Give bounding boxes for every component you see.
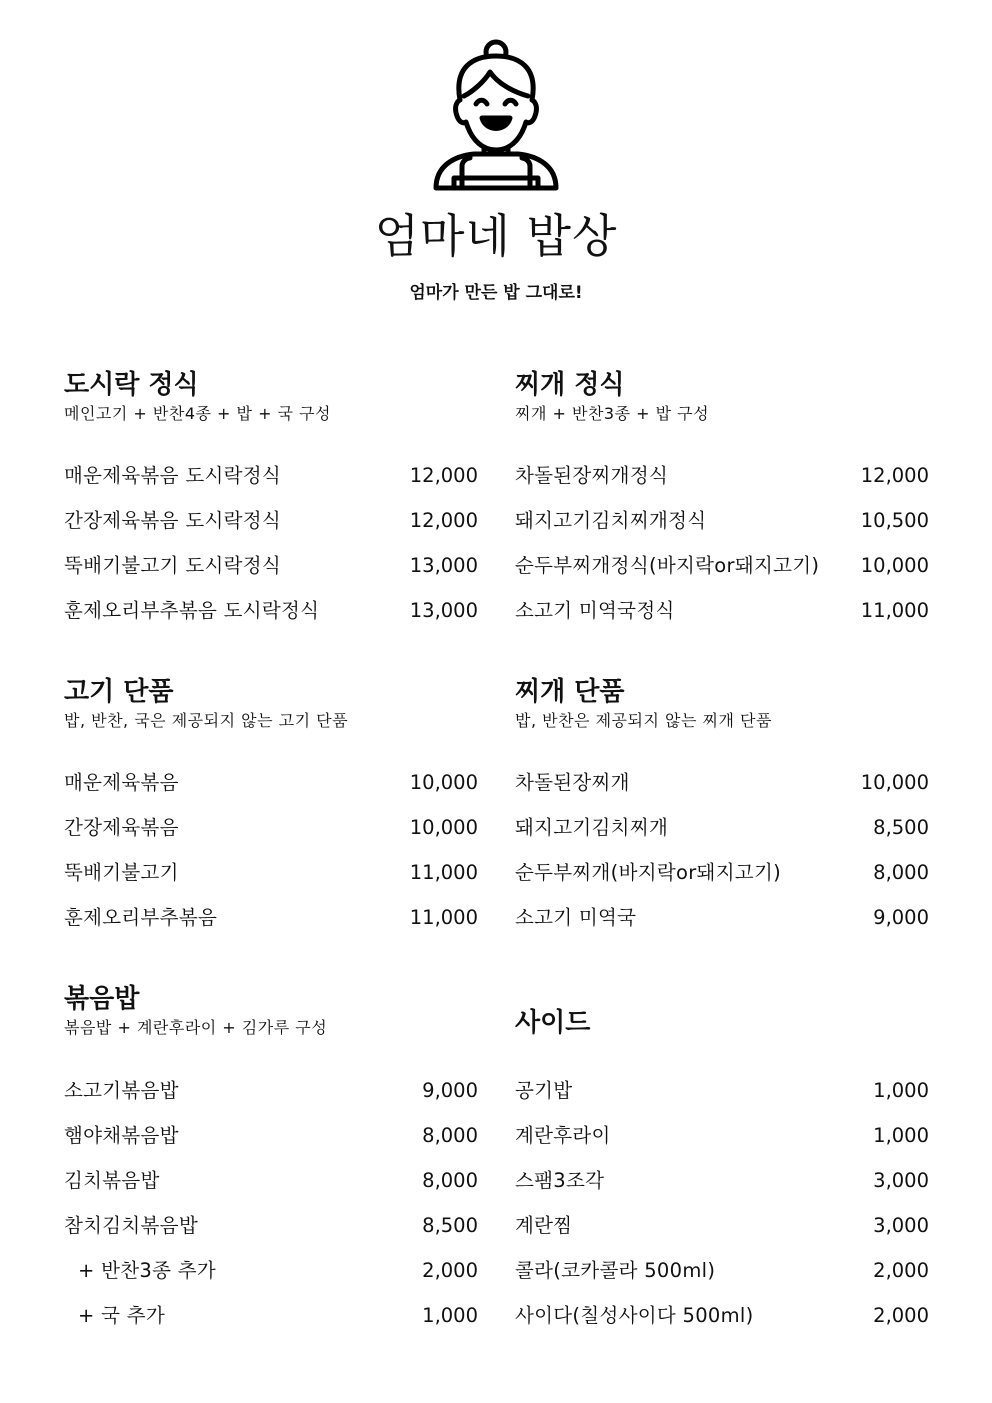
menu-item-name: 매운제육볶음 도시락정식 [64, 464, 282, 487]
menu-item-price: 2,000 [873, 1259, 929, 1282]
addon-item [64, 1303, 478, 1348]
section-title: 찌개 정식 [515, 370, 625, 400]
menu-item-name: 매운제육볶음 [64, 771, 179, 794]
menu-item [64, 508, 478, 553]
section-title: 고기 단품 [64, 677, 174, 707]
menu-item-price: 9,000 [422, 1079, 478, 1102]
menu-item-price: 10,500 [860, 509, 929, 532]
menu-list [64, 1078, 478, 1348]
menu-item-price: 8,000 [422, 1124, 478, 1147]
section-jjigae-set [515, 368, 929, 622]
menu-item-name: 간장제육볶음 [64, 816, 179, 839]
restaurant-title: 엄마네 밥상 [374, 209, 618, 263]
menu-item [515, 553, 929, 598]
menu-item [64, 598, 478, 643]
section-side [515, 1006, 929, 1327]
menu-item-price: 10,000 [860, 771, 929, 794]
menu-item-price: 10,000 [860, 554, 929, 577]
menu-item [515, 1303, 929, 1348]
menu-item-price: 11,000 [409, 906, 478, 929]
menu-item-price: 1,000 [873, 1124, 929, 1147]
section-title: 도시락 정식 [64, 370, 199, 400]
section-title: 찌개 단품 [515, 677, 625, 707]
menu-item-name: 계란찜 [515, 1214, 573, 1237]
menu-item-price: 10,000 [409, 816, 478, 839]
menu-item [64, 1078, 478, 1123]
section-description: 밥, 반찬은 제공되지 않는 찌개 단품 [515, 711, 772, 730]
menu-item-name: 사이다(칠성사이다 500ml) [515, 1304, 754, 1327]
addon-item-price: 1,000 [422, 1304, 478, 1327]
menu-item [64, 905, 478, 950]
menu-item-name: 스팸3조각 [515, 1169, 605, 1192]
menu-item-price: 3,000 [873, 1169, 929, 1192]
menu-item [64, 553, 478, 598]
section-title: 사이드 [515, 1008, 591, 1038]
menu-item-price: 11,000 [860, 599, 929, 622]
menu-item [64, 463, 478, 508]
menu-item-name: 김치볶음밥 [64, 1169, 160, 1192]
menu-list [515, 770, 929, 950]
menu-item-name: 소고기 미역국 [515, 906, 637, 929]
menu-item-price: 3,000 [873, 1214, 929, 1237]
menu-item [515, 1123, 929, 1168]
menu-list [64, 770, 478, 950]
menu-item-name: 콜라(코카콜라 500ml) [515, 1259, 716, 1282]
menu-item [515, 815, 929, 860]
menu-item-price: 13,000 [409, 599, 478, 622]
menu-item-price: 8,500 [873, 816, 929, 839]
section-description: 메인고기 + 반찬4종 + 밥 + 국 구성 [64, 404, 332, 423]
menu-item-price: 8,000 [422, 1169, 478, 1192]
addon-item [64, 1258, 478, 1303]
addon-item-price: 2,000 [422, 1259, 478, 1282]
menu-item [64, 1168, 478, 1213]
menu-item-name: 돼지고기김치찌개 [515, 816, 669, 839]
menu-item-name: 차돌된장찌개 [515, 771, 630, 794]
section-fried-rice [64, 982, 478, 1327]
smiling-mom-apron-icon [432, 38, 560, 194]
menu-item-price: 11,000 [409, 861, 478, 884]
menu-item-name: 간장제육볶음 도시락정식 [64, 509, 282, 532]
menu-item-price: 12,000 [409, 509, 478, 532]
section-jjigae-single [515, 675, 929, 929]
menu-item-name: 공기밥 [515, 1079, 573, 1102]
addon-item-name: + 국 추가 [78, 1304, 166, 1327]
menu-item-name: 차돌된장찌개정식 [515, 464, 669, 487]
menu-item [515, 508, 929, 553]
menu-item [64, 815, 478, 860]
menu-item [64, 1123, 478, 1168]
menu-item-price: 12,000 [409, 464, 478, 487]
menu-item-name: 계란후라이 [515, 1124, 611, 1147]
menu-item-name: 훈제오리부추볶음 [64, 906, 218, 929]
menu-list [64, 463, 478, 643]
menu-item-name: 참치김치볶음밥 [64, 1214, 198, 1237]
menu-list [515, 463, 929, 643]
menu-list [515, 1078, 929, 1348]
menu-item [515, 905, 929, 950]
menu-item-name: 훈제오리부추볶음 도시락정식 [64, 599, 320, 622]
menu-item [515, 1213, 929, 1258]
section-description: 찌개 + 반찬3종 + 밥 구성 [515, 404, 710, 423]
menu-item [64, 770, 478, 815]
section-meat-single [64, 675, 478, 929]
restaurant-subtitle: 엄마가 만든 밥 그대로! [409, 283, 583, 303]
menu-item [515, 770, 929, 815]
menu-item-price: 2,000 [873, 1304, 929, 1327]
menu-item [515, 598, 929, 643]
menu-item [515, 1258, 929, 1303]
section-title: 볶음밥 [64, 984, 140, 1014]
menu-item [515, 1078, 929, 1123]
menu-item-name: 소고기볶음밥 [64, 1079, 179, 1102]
menu-item-name: 뚝배기불고기 [64, 861, 179, 884]
menu-item-price: 13,000 [409, 554, 478, 577]
addon-item-name: + 반찬3종 추가 [78, 1259, 217, 1282]
menu-item-name: 돼지고기김치찌개정식 [515, 509, 707, 532]
menu-item-name: 햄야채볶음밥 [64, 1124, 179, 1147]
menu-item-name: 순두부찌개정식(바지락or돼지고기) [515, 554, 820, 577]
menu-item-price: 8,500 [422, 1214, 478, 1237]
menu-item-price: 12,000 [860, 464, 929, 487]
menu-item [515, 463, 929, 508]
menu-item [64, 1213, 478, 1258]
menu-item [515, 860, 929, 905]
section-description: 볶음밥 + 계란후라이 + 김가루 구성 [64, 1018, 328, 1037]
menu-item-name: 순두부찌개(바지락or돼지고기) [515, 861, 782, 884]
menu-item-price: 9,000 [873, 906, 929, 929]
section-description: 밥, 반찬, 국은 제공되지 않는 고기 단품 [64, 711, 349, 730]
menu-item-price: 1,000 [873, 1079, 929, 1102]
menu-item-price: 8,000 [873, 861, 929, 884]
menu-item-name: 소고기 미역국정식 [515, 599, 675, 622]
menu-item-price: 10,000 [409, 771, 478, 794]
menu-item [515, 1168, 929, 1213]
section-dosirak [64, 368, 478, 622]
menu-item [64, 860, 478, 905]
menu-item-name: 뚝배기불고기 도시락정식 [64, 554, 282, 577]
